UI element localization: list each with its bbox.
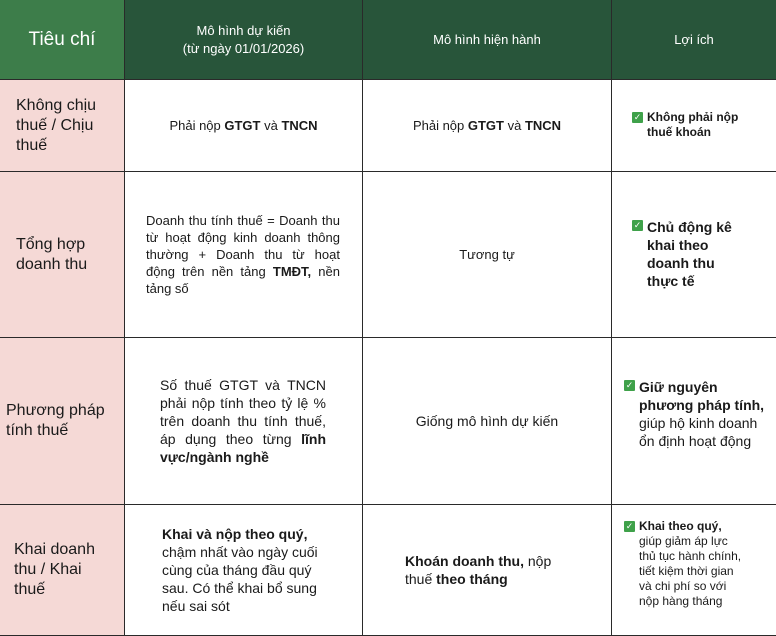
header-expected-line1: Mô hình dự kiến bbox=[196, 22, 291, 38]
expected-cell bbox=[125, 505, 363, 636]
table-header bbox=[0, 0, 776, 80]
table-row bbox=[0, 505, 776, 636]
check-box-icon: ✓ bbox=[633, 220, 642, 230]
header-current-text: Mô hình hiện hành bbox=[433, 31, 541, 47]
header-benefit-text: Lợi ích bbox=[674, 31, 714, 47]
benefit-text: Không phải nộp thuế khoán bbox=[647, 110, 739, 139]
header-expected-model bbox=[125, 0, 363, 80]
header-benefit bbox=[612, 0, 776, 80]
current-cell bbox=[363, 80, 612, 172]
benefit-text: Chủ động kê khai theo doanh thu thực tế bbox=[647, 219, 732, 289]
current-text: Phải nộp GTGT và TNCN bbox=[412, 118, 562, 133]
expected-cell bbox=[125, 338, 363, 505]
expected-cell bbox=[125, 80, 363, 172]
criteria-text: Không chịu thuế / Chịu thuế bbox=[16, 96, 97, 154]
table-row bbox=[0, 172, 776, 338]
benefit-cell bbox=[612, 80, 776, 172]
benefit-cell bbox=[612, 338, 776, 505]
table-row bbox=[0, 80, 776, 172]
current-cell bbox=[363, 172, 612, 338]
table-row bbox=[0, 338, 776, 505]
benefit-text: Giữ nguyên phương pháp tính, bbox=[639, 379, 765, 413]
benefit-cell bbox=[612, 505, 776, 636]
benefit-cell bbox=[612, 172, 776, 338]
current-cell bbox=[363, 338, 612, 505]
current-text: Giống mô hình dự kiến bbox=[415, 412, 559, 429]
header-current-model bbox=[363, 0, 612, 80]
row-criteria bbox=[0, 80, 125, 172]
current-text: Tương tự bbox=[459, 247, 515, 262]
expected-text: Doanh thu tính thuế = Doanh thu từ hoạt động kinh doanh thông thường + Doanh thu từ hoạt động trên nền tảng TMĐT, nền tảng số bbox=[146, 213, 340, 296]
header-criteria bbox=[0, 0, 125, 80]
row-criteria bbox=[0, 172, 125, 338]
expected-cell bbox=[125, 172, 363, 338]
check-box-icon: ✓ bbox=[625, 521, 634, 531]
benefit-detail: giúp hộ kinh doanh ổn định hoạt động bbox=[639, 415, 758, 449]
check-box-icon: ✓ bbox=[625, 380, 634, 390]
row-criteria bbox=[0, 505, 125, 636]
benefit-text: Khai theo quý, bbox=[639, 519, 722, 533]
header-expected-line2: (từ ngày 01/01/2026) bbox=[182, 40, 305, 56]
criteria-text: Phương pháp tính thuế bbox=[6, 402, 105, 439]
benefit-detail: giúp giảm áp lực thủ tục hành chính, tiết kiệm thời gian và chi phí so với nộp hàng tháng bbox=[639, 534, 742, 608]
header-criteria-text: Tiêu chí bbox=[28, 28, 96, 50]
check-box-icon: ✓ bbox=[633, 112, 642, 122]
criteria-text: Tổng hợp doanh thu bbox=[16, 235, 88, 273]
current-cell bbox=[363, 505, 612, 636]
current-text: Khoán doanh thu, nộp thuế theo tháng bbox=[405, 553, 552, 587]
expected-text: Phải nộp GTGT và TNCN bbox=[169, 118, 318, 133]
criteria-text: Khai doanh thu / Khai thuế bbox=[14, 541, 95, 598]
expected-text: Số thuế GTGT và TNCN phải nộp tính theo tỷ lệ % trên doanh thu tính thuế, áp dụng theo từng lĩnh vực/ngành nghề bbox=[160, 377, 326, 465]
row-criteria bbox=[0, 338, 125, 505]
expected-text: Khai và nộp theo quý, chậm nhất vào ngày cuối cùng của tháng đầu quý sau. Có thể khai bổ sung nếu sai sót bbox=[162, 526, 318, 614]
